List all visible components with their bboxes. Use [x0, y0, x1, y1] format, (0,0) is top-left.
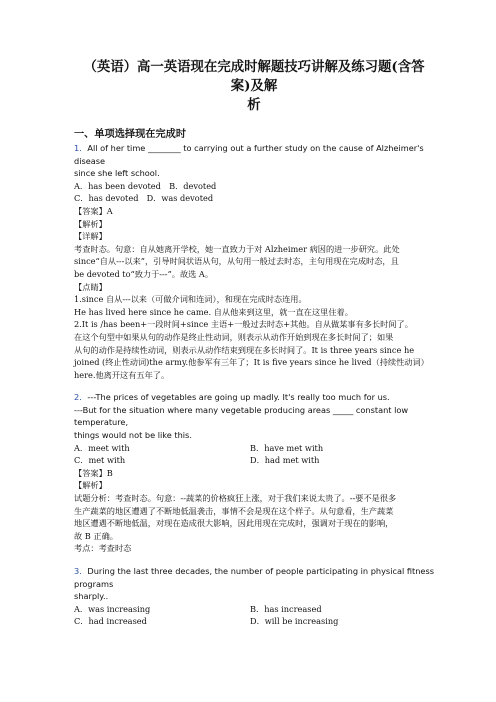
q3-options-row-2 — [74, 615, 434, 628]
spacer — [74, 381, 434, 391]
q1-explanation-2: since“自从---以来”，引导时间状语从句，从句用一般过去时态，主句用现在完成时态，且 — [74, 256, 399, 267]
q1-answer: 【答案】A — [74, 205, 113, 216]
q3-option-c: C．had increased — [74, 616, 147, 627]
title-line-2: 析 — [247, 97, 261, 113]
q2-answer: 【答案】B — [74, 467, 113, 478]
q1-explanation-3: be devoted to“致力于---”。故选 A。 — [74, 268, 214, 279]
q1-tip-2: He has lived here since he came. 自从他来到这里，就一直在这里住着。 — [74, 306, 353, 317]
q1-tip-3: 2.It is /has been+一段时间+since 主语+一般过去时态+其他。自从做某事有多长时间了。 — [74, 319, 413, 330]
q2-analysis-label: 【解析】 — [74, 480, 107, 491]
q2-option-c: C．met with — [74, 455, 126, 466]
question-1 — [74, 142, 434, 381]
q2-explanation-1: 试题分析：考查时态。句意：--蔬菜的价格疯狂上涨，对于我们来说太贵了。--要不是很多 — [74, 493, 397, 504]
q2-stem-line-1: 2．---The prices of vegetables are going up madly. It's really too much for us. — [74, 392, 390, 403]
q1-number: 1． — [74, 143, 88, 153]
q1-stem-line-1: 1．All of her time ________ to carrying out a further study on the cause of Alzheimer's disease — [74, 143, 424, 166]
q1-tip-4: 在这个句型中如果从句的动作是终止性动词，则表示从动作开始到现在多长时间了；如果 — [74, 331, 394, 342]
q2-stem-line-2: ---But for the situation where many vegetable producing areas _____ constant low temperature, — [74, 404, 409, 428]
q3-option-b: B．has increased — [250, 603, 322, 614]
document-title — [74, 58, 434, 115]
q3-options-row-1 — [74, 603, 434, 616]
section-heading: 一、单项选择现在完成时 — [74, 128, 187, 140]
q1-tips-label: 【点睛】 — [74, 281, 107, 292]
q3-option-a: A．was increasing — [74, 603, 151, 614]
q2-explanation-4: 故 B 正确。 — [74, 530, 118, 541]
q2-point: 考点：考查时态 — [74, 543, 132, 554]
q2-explanation-2: 生产蔬菜的地区遭遇了不断地低温袭击，事情不会是现在这个样子。从句意看，生产蔬菜 — [74, 505, 394, 516]
q1-explanation-1: 考查时态。句意：自从她离开学校，她一直致力于对 Alzheimer 病因的进一步研究。此处 — [74, 243, 400, 254]
q2-explanation-3: 地区遭遇不断地低温，对现在造成很大影响，因此用现在完成时，强调对于现在的影响， — [74, 518, 394, 529]
q1-detail-label: 【详解】 — [74, 231, 107, 242]
q1-options-ab: A．has been devoted B．devoted — [74, 180, 217, 191]
q3-number: 3． — [74, 566, 88, 576]
q1-stem-line-2: since she left school. — [74, 168, 160, 179]
q1-tip-6: joined (终止性动词)the army.他参军有三年了；It is five years since he lived（持续性动词） — [74, 357, 429, 368]
q2-option-d: D．had met with — [250, 455, 320, 466]
q3-stem-line-2: sharply.. — [74, 591, 109, 602]
q1-tip-1: 1.since 自从---以来（可做介词和连词），和现在完成时态连用。 — [74, 294, 307, 305]
q3-stem-line-1: 3．During the last three decades, the number of people participating in physical fitness programs — [74, 566, 434, 589]
q2-stem-line-3: things would not be like this. — [74, 430, 192, 441]
q2-option-b: B．have met with — [250, 442, 324, 453]
q2-options-row-2 — [74, 454, 434, 467]
q2-option-a: A．meet with — [74, 442, 130, 453]
q1-tip-7: here.他离开这有五年了。 — [74, 369, 170, 380]
q3-option-d: D．will be increasing — [250, 616, 339, 627]
q1-options-cd: C．has devoted D．was devoted — [74, 193, 214, 204]
title-line-1: （英语）高一英语现在完成时解题技巧讲解及练习题(含答案)及解 — [83, 59, 425, 94]
question-2 — [74, 391, 434, 555]
q2-number: 2． — [74, 392, 88, 403]
spacer — [74, 555, 434, 565]
question-3 — [74, 565, 434, 628]
q1-tip-5: 从句的动作是持续性动词，则表示从动作结束到现在多长时间了。It is three years since he — [74, 344, 415, 355]
q2-options-row-1 — [74, 442, 434, 455]
q1-analysis-label: 【解析】 — [74, 218, 107, 229]
